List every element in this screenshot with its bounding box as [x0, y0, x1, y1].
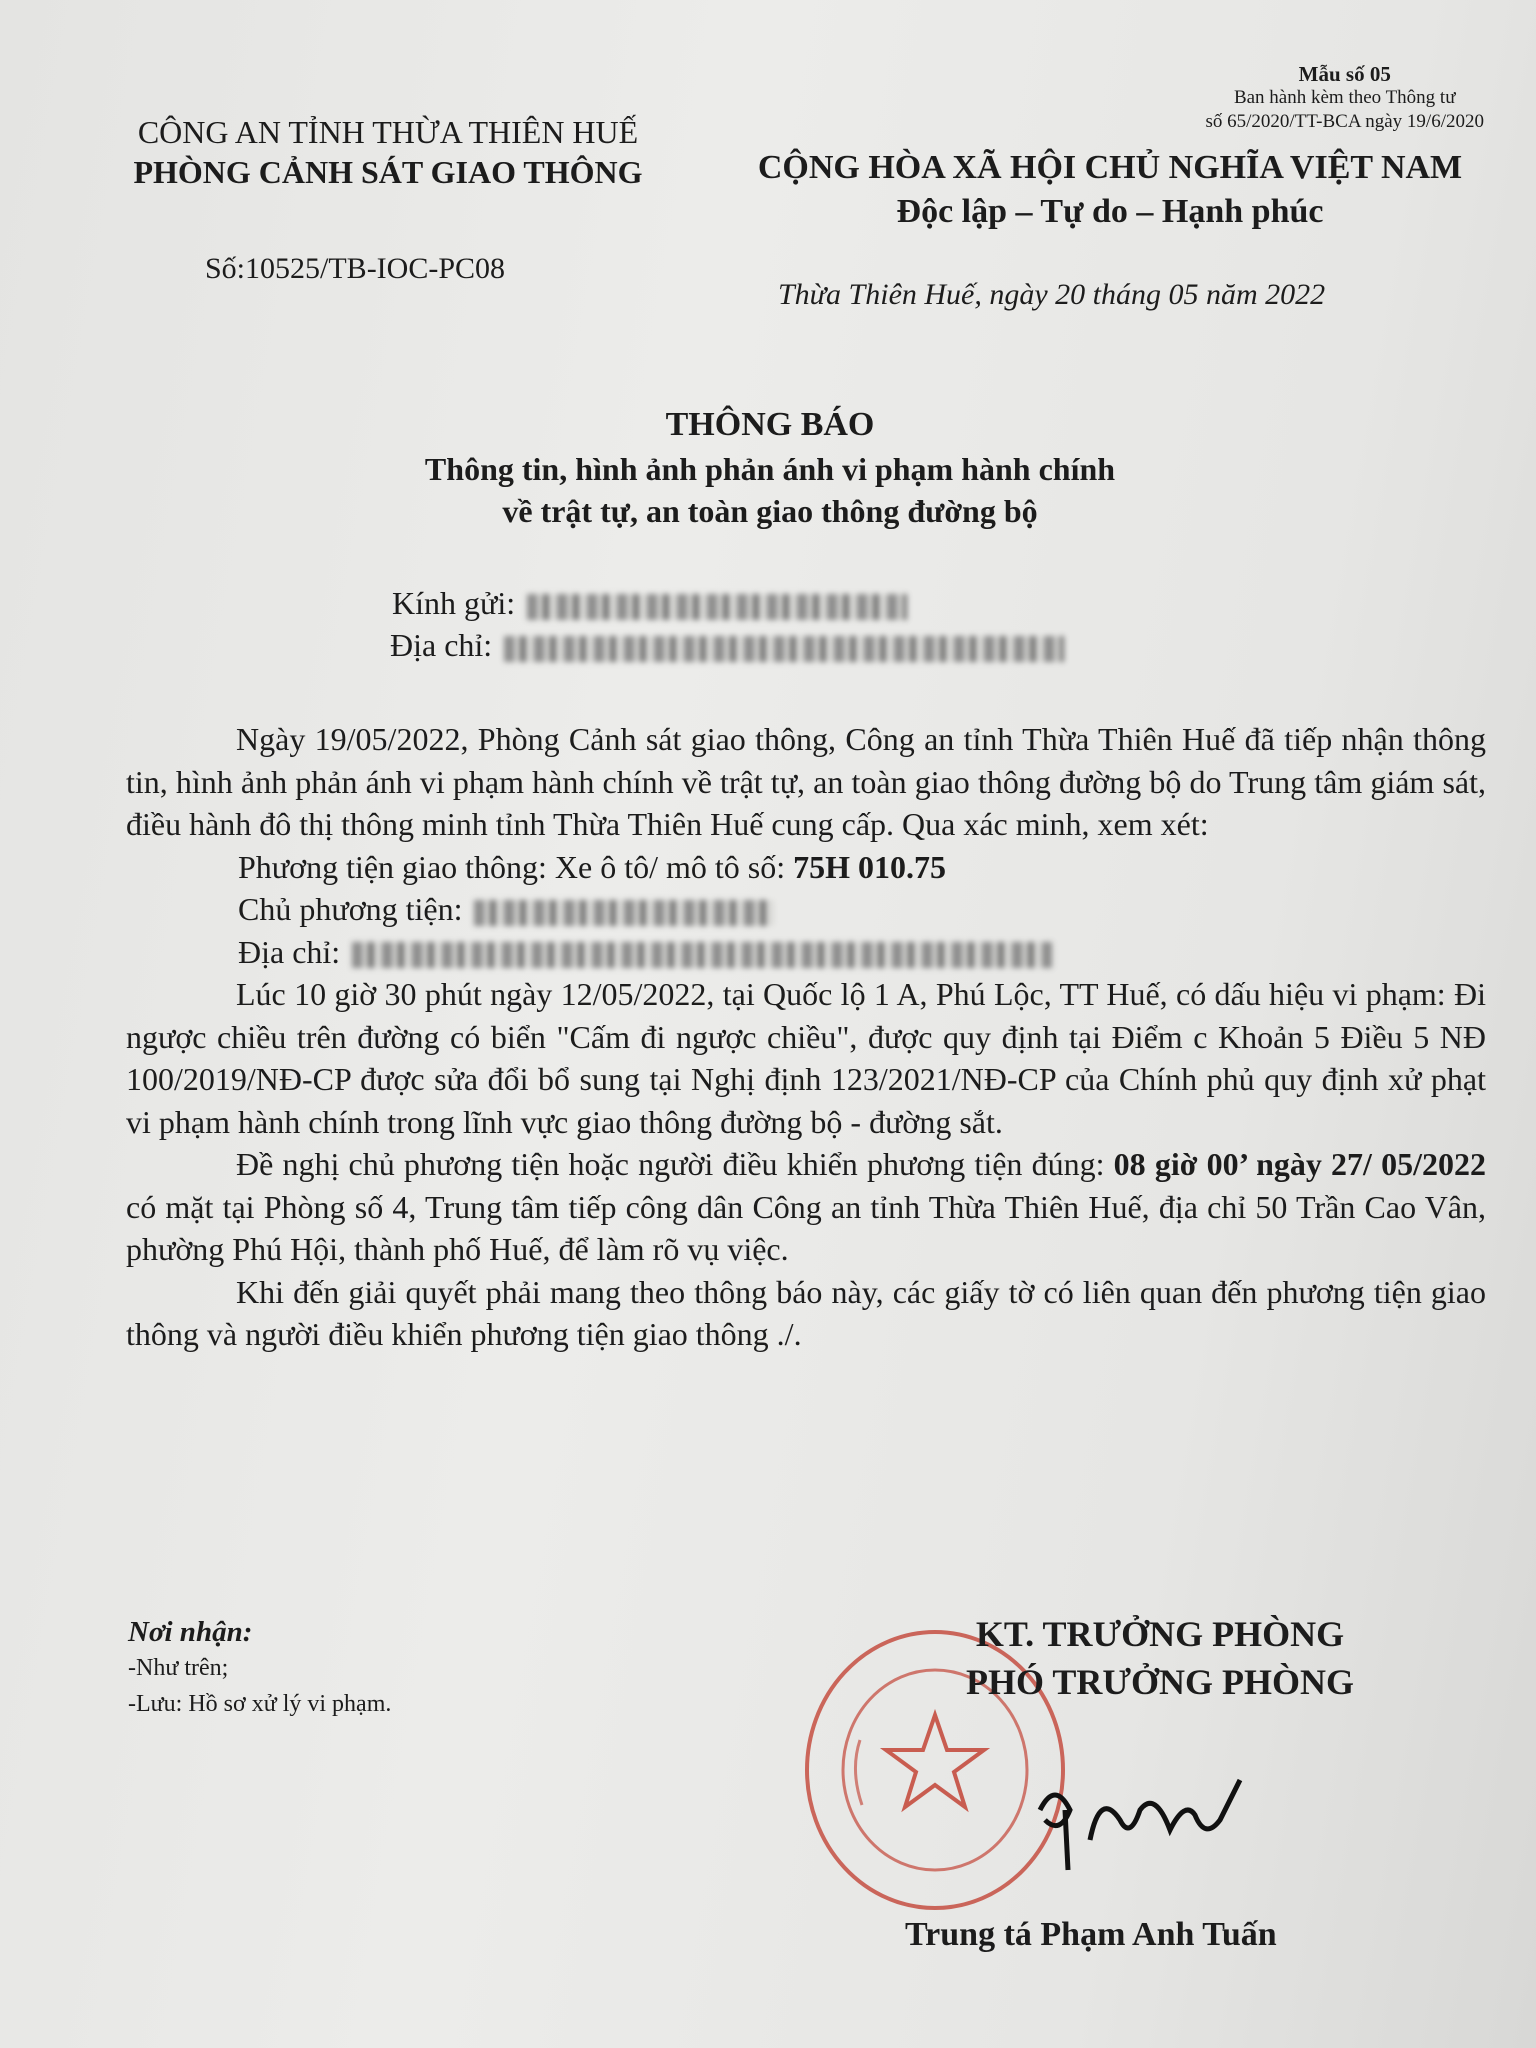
- form-number: Mẫu số 05: [1298, 62, 1391, 86]
- agency-header: [88, 112, 688, 192]
- form-header: [1205, 62, 1484, 134]
- owner-address-label: Địa chỉ:: [238, 933, 341, 970]
- agency-parent: CÔNG AN TỈNH THỪA THIÊN HUẾ: [137, 114, 639, 150]
- recipient-address-line: [390, 624, 1064, 666]
- signature-line2: PHÓ TRƯỞNG PHÒNG: [965, 1662, 1354, 1702]
- recipient-address-label: Địa chỉ:: [390, 627, 493, 663]
- recipients-heading: Nơi nhận:: [128, 1616, 253, 1648]
- title-block: [300, 402, 1240, 532]
- recipients-list: [128, 1614, 391, 1722]
- vehicle-label: Phương tiện giao thông: Xe ô tô/ mô tô số:: [238, 848, 786, 885]
- signature-line1: KT. TRƯỞNG PHÒNG: [975, 1614, 1345, 1654]
- form-issued-line1: Ban hành kèm theo Thông tư: [1233, 87, 1456, 108]
- reference-number: Số:10525/TB-IOC-PC08: [205, 252, 506, 285]
- owner-line: [126, 888, 1486, 931]
- agency-unit: PHÒNG CẢNH SÁT GIAO THÔNG: [133, 154, 643, 190]
- recipient-block: [392, 582, 1064, 666]
- body-paragraph-2: Lúc 10 giờ 30 phút ngày 12/05/2022, tại Quốc lộ 1 A, Phú Lộc, TT Huế, có dấu hiệu vi phạm: Đi ngược chiều trên đường có biển "Cấm đi ngược chiều", được quy định tại Điểm c Khoản 5 Điều 5 NĐ 100/2019/NĐ-CP được sửa đổi bổ sung tại Nghị định 123/2021/NĐ-CP của Chính phủ quy định xử phạt vi phạm hành chính trong lĩnh vực giao thông đường bộ - đường sắt.: [126, 976, 1486, 1140]
- body-paragraph-4: Khi đến giải quyết phải mang theo thông báo này, các giấy tờ có liên quan đến phương tiện giao thông và người điều khiển phương tiện giao thông ./.: [126, 1273, 1486, 1352]
- document-subtitle-line2: về trật tự, an toàn giao thông đường bộ: [502, 493, 1038, 529]
- nation-header: [720, 146, 1500, 234]
- redacted-owner-name: [474, 900, 774, 926]
- place-date: Thừa Thiên Huế, ngày 20 tháng 05 năm 2022: [778, 278, 1326, 311]
- document-title: THÔNG BÁO: [665, 406, 875, 443]
- document-body: [126, 718, 1486, 1356]
- para3-end: có mặt tại Phòng số 4, Trung tâm tiếp công dân Công an tỉnh Thừa Thiên Huế, địa chỉ 50 Trần Cao Vân, phường Phú Hội, thành phố Huế, để làm rõ vụ việc.: [126, 1188, 1486, 1267]
- body-paragraph-1: Ngày 19/05/2022, Phòng Cảnh sát giao thông, Công an tỉnh Thừa Thiên Huế đã tiếp nhận thông tin, hình ảnh phản ánh vi phạm hành chính về trật tự, an toàn giao thông đường bộ do Trung tâm giám sát, điều hành đô thị thông minh tỉnh Thừa Thiên Huế cung cấp. Qua xác minh, xem xét:: [126, 721, 1486, 842]
- appointment-time: 08 giờ 00’ ngày 27/ 05/2022: [1113, 1146, 1487, 1182]
- recipient-to-label: Kính gửi:: [392, 585, 516, 621]
- body-paragraph-3: [126, 1143, 1486, 1271]
- license-plate: 75H 010.75: [793, 848, 947, 885]
- document-subtitle-line1: Thông tin, hình ảnh phản ánh vi phạm hành chính: [424, 451, 1116, 487]
- recipients-item: -Như trên;: [128, 1655, 229, 1681]
- redacted-recipient-address: [504, 636, 1064, 662]
- nation-motto: Độc lập – Tự do – Hạnh phúc: [896, 193, 1324, 230]
- owner-label: Chủ phương tiện:: [238, 891, 463, 927]
- recipients-item: -Lưu: Hồ sơ xử lý vi phạm.: [128, 1691, 392, 1717]
- redacted-owner-address: [352, 942, 1052, 968]
- vehicle-line: [126, 846, 1486, 889]
- form-issued-line2: số 65/2020/TT-BCA ngày 19/6/2020: [1205, 111, 1484, 132]
- signer-name: Trung tá Phạm Anh Tuấn: [905, 1916, 1277, 1953]
- owner-address-line: [126, 931, 1486, 974]
- recipient-to-line: [392, 582, 1064, 624]
- signature-block: [880, 1610, 1440, 1706]
- para3-start: Đề nghị chủ phương tiện hoặc người điều khiển phương tiện đúng:: [236, 1146, 1105, 1182]
- handwritten-signature: [1020, 1750, 1300, 1880]
- redacted-recipient-name: [527, 594, 907, 620]
- nation-name: CỘNG HÒA XÃ HỘI CHỦ NGHĨA VIỆT NAM: [757, 149, 1463, 186]
